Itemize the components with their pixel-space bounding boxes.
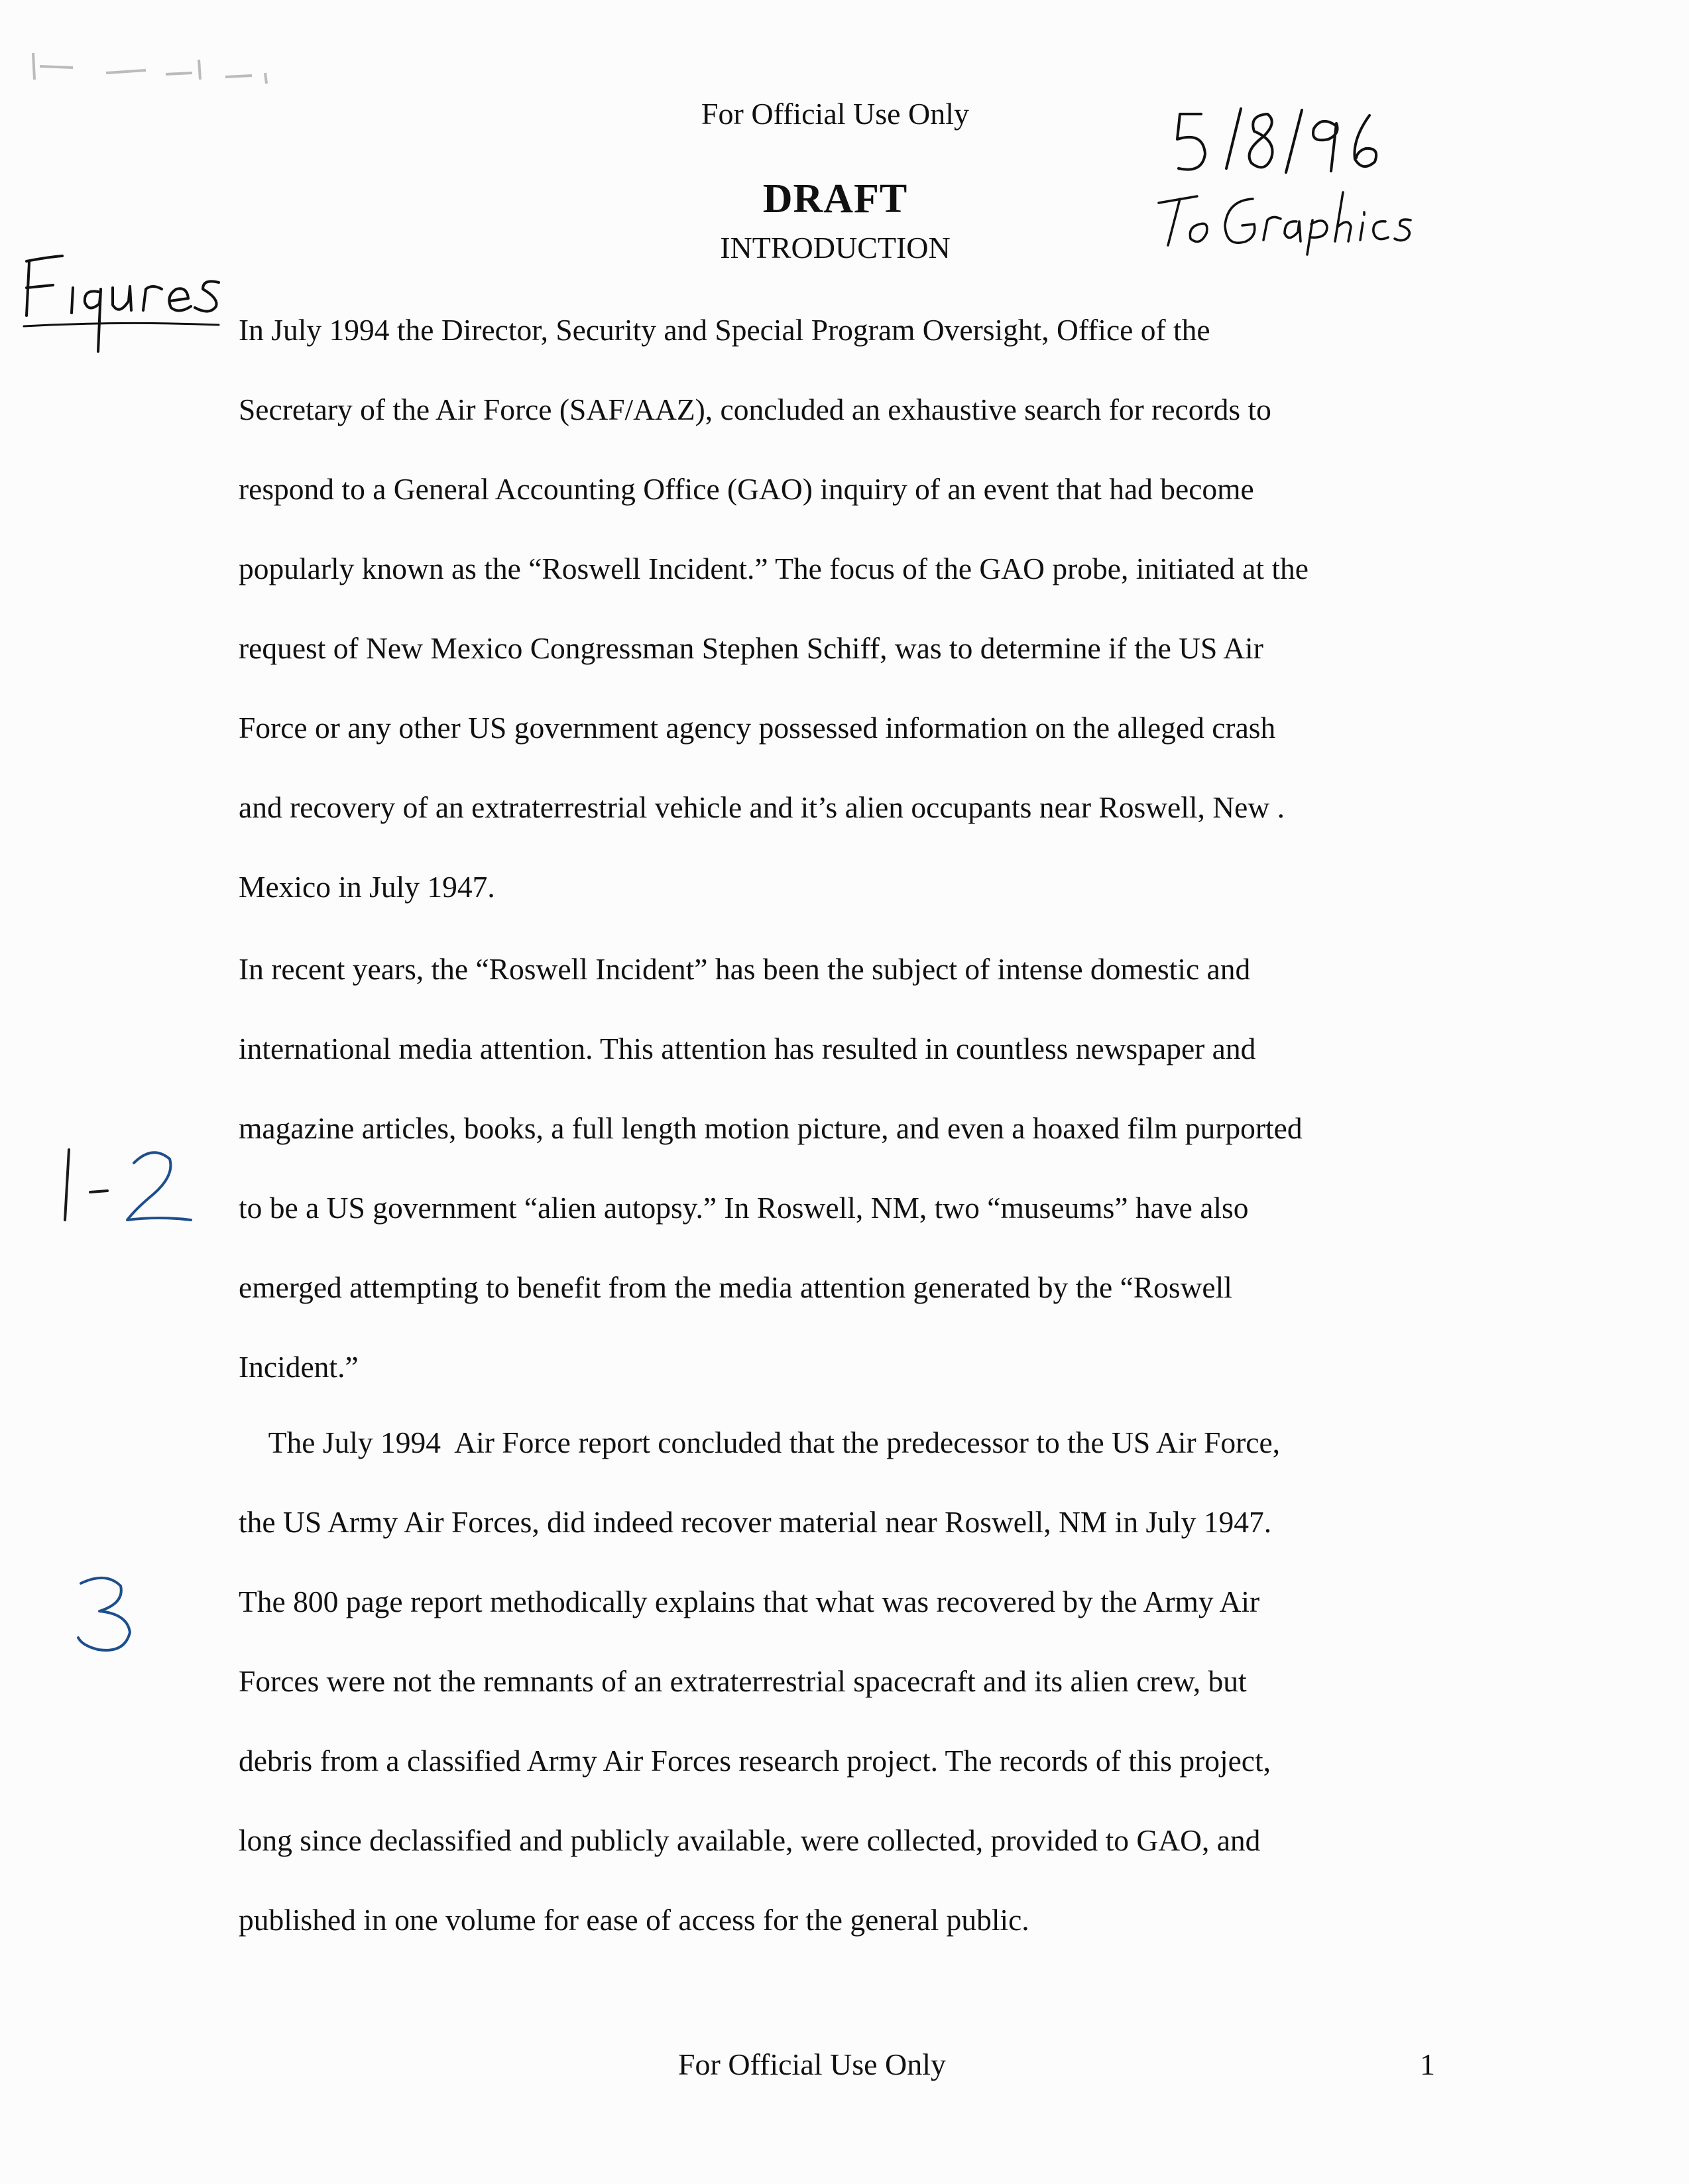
paragraph-3 [239, 1403, 1458, 1960]
handwritten-routing-note [1153, 186, 1419, 259]
text-line: Force or any other US government agency possessed information on the alleged crash [239, 711, 1276, 745]
text-line: The 800 page report methodically explains that what was recovered by the Army Air [239, 1585, 1260, 1618]
handwritten-figures-note [20, 252, 232, 365]
draft-label: DRAFT [762, 176, 908, 221]
footer-classification: For Official Use Only [677, 2047, 947, 2081]
text-line: published in one volume for ease of access for the general public. [239, 1903, 1029, 1937]
text-line: Incident.” [239, 1350, 359, 1384]
text-line: magazine articles, books, a full length motion picture, and even a hoaxed film purported [239, 1111, 1303, 1145]
text-line: popularly known as the “Roswell Incident.” The focus of the GAO probe, initiated at the [239, 552, 1309, 585]
handwritten-date [1167, 99, 1392, 179]
scan-artifact [27, 27, 278, 86]
text-line: the US Army Air Forces, did indeed recover material near Roswell, NM in July 1947. [239, 1505, 1272, 1539]
text-line: long since declassified and publicly available, were collected, provided to GAO, and [239, 1823, 1261, 1857]
text-line: In July 1994 the Director, Security and Special Program Oversight, Office of the [239, 313, 1210, 347]
text-line: emerged attempting to benefit from the media attention generated by the “Roswell [239, 1270, 1232, 1304]
text-line: respond to a General Accounting Office (GAO) inquiry of an event that had become [239, 472, 1254, 506]
text-line: Secretary of the Air Force (SAF/AAZ), concluded an exhaustive search for records to [239, 393, 1271, 426]
text-line: to be a US government “alien autopsy.” In Roswell, NM, two “museums” have also [239, 1191, 1249, 1225]
text-line: debris from a classified Army Air Forces research project. The records of this project, [239, 1744, 1271, 1778]
section-title: INTRODUCTION [720, 231, 951, 265]
text-line: and recovery of an extraterrestrial vehicle and it’s alien occupants near Roswell, New . [239, 790, 1285, 824]
handwritten-figure-ref-1-2 [53, 1140, 199, 1233]
text-line: The July 1994 Air Force report concluded that the predecessor to the US Air Force, [239, 1426, 1281, 1459]
text-line: international media attention. This attention has resulted in countless newspaper and [239, 1032, 1256, 1065]
text-line: Mexico in July 1947. [239, 870, 495, 904]
paragraph-2 [239, 930, 1458, 1407]
handwritten-figure-ref-3 [66, 1571, 139, 1658]
text-line: request of New Mexico Congressman Stephen Schiff, was to determine if the US Air [239, 631, 1263, 665]
page-number: 1 [1420, 2047, 1435, 2081]
header-classification: For Official Use Only [701, 97, 970, 131]
text-line: In recent years, the “Roswell Incident” has been the subject of intense domestic and [239, 952, 1251, 986]
paragraph-1 [239, 290, 1458, 927]
text-line: Forces were not the remnants of an extraterrestrial spacecraft and its alien crew, but [239, 1664, 1247, 1698]
